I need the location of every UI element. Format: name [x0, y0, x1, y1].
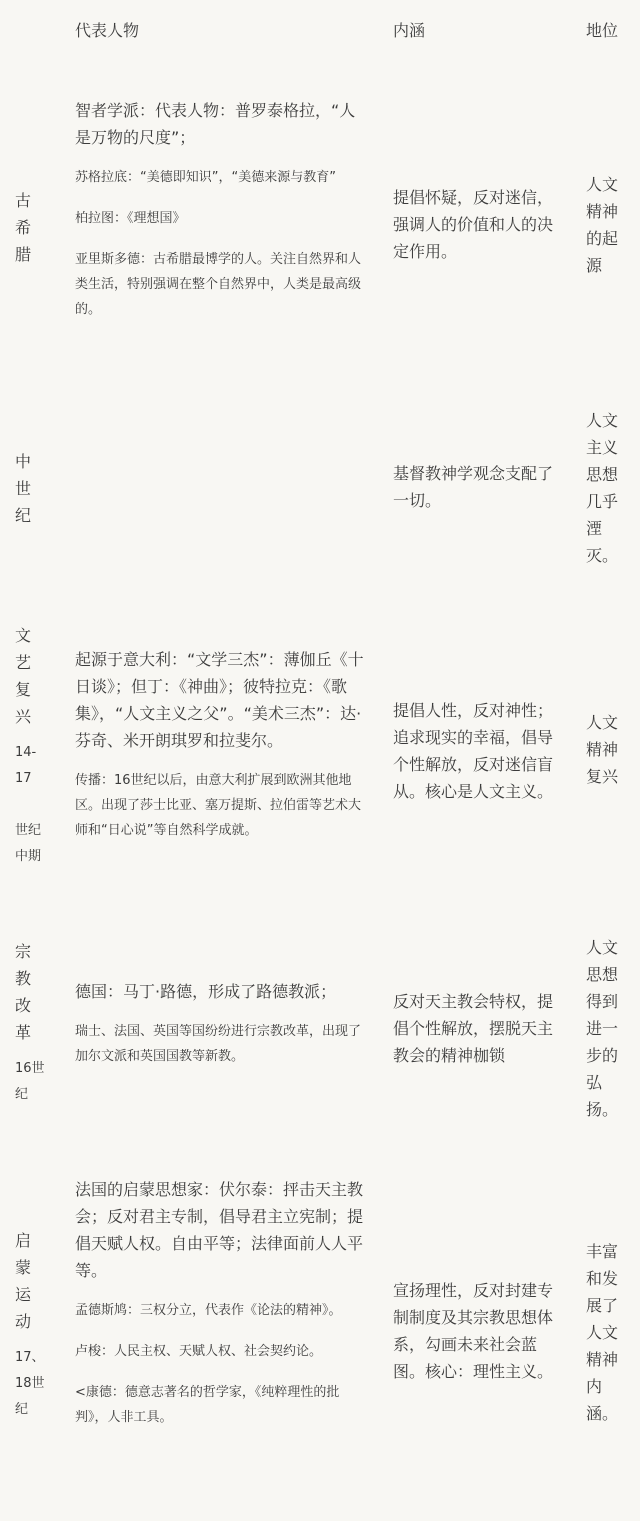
- persons-cell: [75, 1176, 365, 1446]
- status-line: 丰富: [586, 1242, 619, 1261]
- meaning-cell: 宣扬理性，反对封建专制制度及其宗教思想体系，勾画未来社会蓝图。核心：理性主义。: [393, 1281, 554, 1381]
- status-line: 和发: [586, 1269, 619, 1288]
- era-label: [15, 938, 45, 1108]
- person-entry: 孟德斯鸠：三权分立，代表作《论法的精神》。: [75, 1303, 342, 1318]
- era-char: 复: [15, 680, 32, 699]
- status-line: 的起: [586, 229, 619, 248]
- era-char: 动: [15, 1312, 32, 1331]
- status-line: 人文: [586, 411, 619, 430]
- persons-cell: [75, 97, 365, 338]
- status-line: 思想: [586, 965, 619, 984]
- status-cell: [586, 1238, 622, 1427]
- meaning-cell: 提倡怀疑，反对迷信，强调人的价值和人的决定作用。: [393, 188, 554, 261]
- status-line: 进一: [586, 1019, 619, 1038]
- meaning-cell: 反对天主教会特权，提倡个性解放，摆脱天主教会的精神枷锁: [393, 992, 554, 1065]
- status-line: 人文: [586, 175, 619, 194]
- person-entry: 瑞士、法国、英国等国纷纷进行宗教改革，出现了加尔文派和英国国教等新教。: [75, 1024, 362, 1064]
- person-entry: 起源于意大利：“文学三杰”：薄伽丘《十日谈》；但丁：《神曲》；彼特拉克：《歌集》，“人文主义之父”。“美术三杰”：达·芬奇、米开朗琪罗和拉斐尔。: [75, 650, 364, 750]
- person-entry: 柏拉图：《理想国》: [75, 211, 186, 226]
- header-meaning: 内涵: [393, 21, 426, 40]
- era-char: 革: [15, 1023, 32, 1042]
- era-label: [15, 187, 45, 268]
- era-char: 世: [15, 479, 32, 498]
- era-char: 改: [15, 996, 32, 1015]
- era-char: 运: [15, 1285, 32, 1304]
- person-entry: 卢梭：人民主权、天赋人权、社会契约论。: [75, 1344, 323, 1359]
- status-line: 复兴: [586, 767, 619, 786]
- era-time: 纪: [15, 1087, 29, 1102]
- persons-cell: [75, 978, 365, 1085]
- era-char: 中: [15, 452, 32, 471]
- status-line: 扬。: [586, 1100, 619, 1119]
- person-entry: 德国：马丁·路德，形成了路德教派；: [75, 982, 337, 1001]
- era-char: 兴: [15, 707, 32, 726]
- status-line: 几乎: [586, 492, 619, 511]
- status-line: 精神: [586, 740, 619, 759]
- status-cell: [586, 709, 622, 790]
- status-line: 涵。: [586, 1404, 619, 1423]
- era-char: 蒙: [15, 1258, 32, 1277]
- era-time: 18世: [15, 1376, 45, 1391]
- person-entry: <康德：德意志著名的哲学家，《纯粹理性的批判》，人非工具。: [75, 1385, 340, 1425]
- era-char: 纪: [15, 506, 32, 525]
- person-entry: 智者学派：代表人物：普罗泰格拉，“人是万物的尺度”；: [75, 101, 356, 147]
- person-entry: 传播：16世纪以后，由意大利扩展到欧洲其他地区。出现了莎士比亚、塞万提斯、拉伯雷等艺术大师和“日心说”等自然科学成就。: [75, 773, 362, 838]
- status-line: 精神: [586, 202, 619, 221]
- meaning-cell: 提倡人性，反对神性；追求现实的幸福，倡导个性解放，反对迷信盲从。核心是人文主义。: [393, 701, 554, 801]
- status-cell: [586, 171, 622, 279]
- status-line: 思想: [586, 465, 619, 484]
- status-line: 展了: [586, 1296, 619, 1315]
- status-cell: [586, 407, 622, 569]
- era-label: [15, 1227, 45, 1423]
- status-cell: [586, 934, 622, 1123]
- era-char: 文: [15, 626, 32, 645]
- era-char: 古: [15, 191, 32, 210]
- status-line: 步的: [586, 1046, 619, 1065]
- era-char: 启: [15, 1231, 32, 1250]
- status-line: 人文: [586, 1323, 619, 1342]
- era-time: 14-: [15, 745, 37, 760]
- person-entry: 法国的启蒙思想家：伏尔泰：抨击天主教会；反对君主专制，倡导君主立宪制；提倡天赋人权。自由平等；法律面前人人平等。: [75, 1180, 364, 1280]
- status-line: 人文: [586, 713, 619, 732]
- era-time: 中期: [15, 849, 42, 864]
- status-line: 得到: [586, 992, 619, 1011]
- era-char: 宗: [15, 942, 32, 961]
- status-line: 主义: [586, 438, 619, 457]
- era-label: [15, 448, 45, 529]
- era-time: 世纪: [15, 823, 42, 838]
- era-char: 教: [15, 969, 32, 988]
- status-line: 源: [586, 256, 603, 275]
- era-char: 腊: [15, 245, 32, 264]
- status-line: 精神: [586, 1350, 619, 1369]
- era-time: 17、: [15, 1350, 45, 1365]
- era-label: [15, 622, 45, 870]
- era-time: 纪: [15, 1402, 29, 1417]
- person-entry: 苏格拉底：“美德即知识”，“美德来源与教育”: [75, 170, 336, 185]
- status-line: 人文: [586, 938, 619, 957]
- era-char: 艺: [15, 653, 32, 672]
- persons-cell: [75, 646, 365, 859]
- status-line: 灭。: [586, 546, 619, 565]
- status-line: 湮: [586, 519, 603, 538]
- header-person: 代表人物: [75, 21, 140, 40]
- status-line: 内: [586, 1377, 603, 1396]
- era-time: 16世: [15, 1061, 45, 1076]
- status-line: 弘: [586, 1073, 603, 1092]
- era-time: 17: [15, 771, 32, 786]
- era-char: 希: [15, 218, 32, 237]
- meaning-cell: 基督教神学观念支配了一切。: [393, 464, 554, 510]
- header-status: 地位: [586, 21, 619, 40]
- person-entry: 亚里斯多德：古希腊最博学的人。关注自然界和人类生活，特别强调在整个自然界中，人类是最高级的。: [75, 252, 362, 317]
